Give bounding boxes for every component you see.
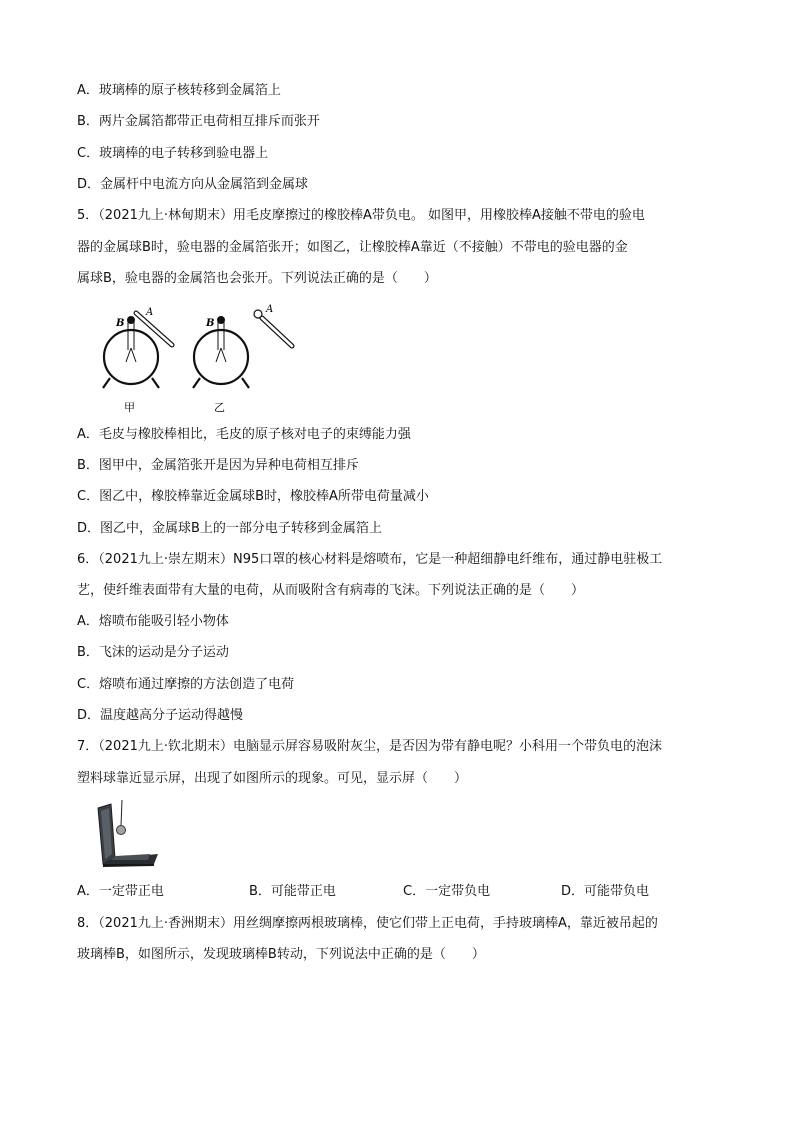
q5-option-b: B．图甲中，金属箔张开是因为异种电荷相互排斥 — [77, 458, 359, 473]
q6-option-b: B．飞沫的运动是分子运动 — [77, 645, 229, 660]
laptop-figure — [94, 798, 164, 870]
electroscope-left — [103, 330, 159, 388]
electroscope-figure — [96, 300, 306, 418]
q4-option-b: B．两片金属箔都带正电荷相互排斥而张开 — [77, 114, 320, 129]
q6-stem-line-2: 艺，使纤维表面带有大量的电荷，从而吸附含有病毒的飞沫。下列说法正确的是（ ） — [77, 583, 585, 598]
q7-option-a: A．一定带正电 — [77, 884, 164, 899]
q4-option-d: D．金属杆中电流方向从金属箔到金属球 — [77, 177, 309, 192]
q7-option-b: B．可能带正电 — [249, 884, 336, 899]
q7-stem-line-2: 塑料球靠近显示屏，出现了如图所示的现象。可见，显示屏（ ） — [77, 771, 468, 786]
q5-option-a: A．毛皮与橡胶棒相比，毛皮的原子核对电子的束缚能力强 — [77, 427, 411, 442]
q5-option-c: C．图乙中，橡胶棒靠近金属球B时，橡胶棒A所带电荷量减小 — [77, 489, 429, 504]
q7-option-c: C．一定带负电 — [403, 884, 491, 899]
q5-stem-line-2: 器的金属球B时，验电器的金属箔张开；如图乙，让橡胶棒A靠近（不接触）不带电的验电器的金 — [77, 240, 628, 255]
foam-ball — [117, 826, 126, 835]
q7-option-d: D．可能带负电 — [561, 884, 650, 899]
ball-label-left: B — [116, 318, 125, 329]
rod-label-left: A — [146, 307, 154, 318]
figure-caption-right: 乙 — [214, 401, 225, 414]
q7-stem-line-1: 7．（2021九上·钦北期末）电脑显示屏容易吸附灰尘，是否因为带有静电呢？小科用一个带负电的泡沫 — [77, 739, 662, 754]
q5-stem-line-3: 属球B，验电器的金属箔也会张开。下列说法正确的是（ ） — [77, 271, 437, 286]
q6-stem-line-1: 6．（2021九上·崇左期末）N95口罩的核心材料是熔喷布，它是一种超细静电纤维布，通过静电驻极工 — [77, 552, 663, 567]
figure-caption-left: 甲 — [124, 401, 135, 414]
q6-option-c: C．熔喷布通过摩擦的方法创造了电荷 — [77, 677, 295, 692]
electroscope-right — [193, 330, 249, 388]
q8-stem-line-1: 8．（2021九上·香洲期末）用丝绸摩擦两根玻璃棒，使它们带上正电荷，手持玻璃棒A，靠近被吊起的 — [77, 916, 658, 931]
q4-option-a: A．玻璃棒的原子核转移到金属箔上 — [77, 83, 281, 98]
rubber-rod-right — [254, 310, 292, 346]
rubber-rod-left — [136, 313, 172, 345]
q6-option-d: D．温度越高分子运动得越慢 — [77, 708, 244, 723]
q8-stem-line-2: 玻璃棒B，如图所示，发现玻璃棒B转动，下列说法中正确的是（ ） — [77, 947, 485, 962]
q5-stem-line-1: 5．（2021九上·林甸期末）用毛皮摩擦过的橡胶棒A带负电。 如图甲，用橡胶棒A接触不带电的验电 — [77, 208, 645, 223]
q5-option-d: D．图乙中，金属球B上的一部分电子转移到金属箔上 — [77, 521, 382, 536]
q6-option-a: A．熔喷布能吸引轻小物体 — [77, 614, 229, 629]
ball-label-right: B — [206, 318, 215, 329]
q4-option-c: C．玻璃棒的电子转移到验电器上 — [77, 146, 269, 161]
rod-label-right: A — [266, 304, 274, 315]
